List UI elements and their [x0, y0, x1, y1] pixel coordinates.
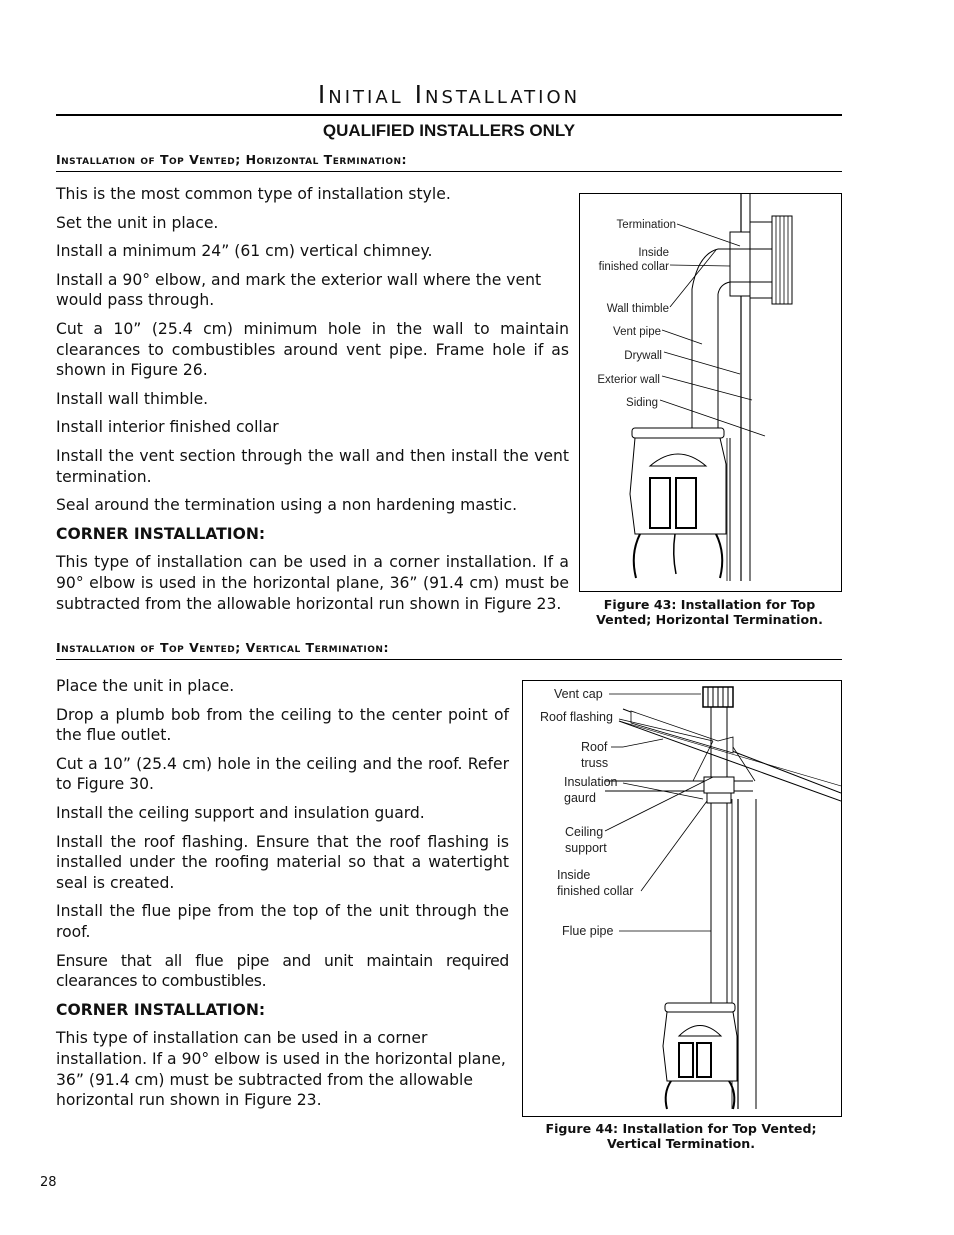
s1-paragraph: This is the most common type of installation style. [56, 185, 451, 203]
section2-divider [56, 659, 842, 660]
s2-paragraph: Install the flue pipe from the top of the unit through the roof. [56, 902, 509, 941]
fig44-label-vent-cap: Vent cap [554, 687, 603, 701]
s1-paragraph: Set the unit in place. [56, 213, 219, 232]
s2-paragraph: Ensure that all flue pipe and unit maintain required clearances to combustibles. [56, 951, 509, 991]
s1-paragraph: Install wall thimble. [56, 389, 209, 408]
s1-corner-text: This type of installation can be used in a corner installation. If a 90° elbow is used in the horizontal plane, 36” (91.4 cm) must be subtracted from the allowable horizontal run shown in Figure 23. [56, 553, 569, 613]
fig43-label-vent-pipe: Vent pipe [613, 326, 661, 338]
fig44-label-truss: truss [581, 756, 609, 770]
s1-paragraph: Install a minimum 24” (61 cm) vertical chimney. [56, 242, 433, 261]
fig44-label-gaurd: gaurd [564, 791, 596, 805]
s1-paragraph: Install interior finished collar [56, 418, 279, 437]
s2-paragraph: Install the ceiling support and insulation guard. [56, 803, 425, 822]
title-divider [56, 114, 842, 116]
figure-44-drawing [523, 681, 841, 1116]
s1-paragraph: Cut a 10” (25.4 cm) minimum hole in the wall to maintain clearances to combustibles around vent pipe. Frame hole if as shown in Figure 26. [56, 319, 569, 380]
figure-44 [522, 680, 842, 1117]
fig44-label-flue-pipe: Flue pipe [562, 924, 614, 938]
figure-43-caption [579, 597, 840, 627]
s1-paragraph: Install a 90° elbow, and mark the exterior wall where the vent would pass through. [56, 270, 542, 310]
section1-divider [56, 171, 842, 172]
figure-44-caption-line2: Vertical Termination. [606, 1136, 756, 1151]
fig44-label-support: support [565, 841, 607, 855]
figure-44-caption [522, 1121, 840, 1151]
page-subtitle: QUALIFIED INSTALLERS ONLY [322, 121, 576, 140]
fig44-label-roof-flashing: Roof flashing [540, 710, 613, 724]
section1-body [56, 184, 569, 622]
figure-43-caption-line1: Figure 43: Installation for Top [603, 597, 816, 612]
s2-paragraph: Place the unit in place. [56, 677, 235, 695]
fig44-label-insulation: Insulation [564, 775, 618, 789]
page-number: 28 [40, 1175, 57, 1190]
s1-paragraph: Install the vent section through the wall and then install the vent termination. [56, 446, 569, 486]
fig44-label-ceiling: Ceiling [565, 825, 604, 839]
section1-heading: Installation of Top Vented; Horizontal Termination: [56, 152, 408, 167]
s2-corner-text: This type of installation can be used in a corner installation. If a 90° elbow is used in the horizontal plane, 36” (91.4 cm) must be subtracted from the allowable horizontal run shown in Figure 23. [56, 1029, 506, 1110]
section2-body [56, 676, 509, 1119]
fig43-label-wall-thimble: Wall thimble [606, 303, 669, 315]
fig43-label-exterior-wall: Exterior wall [597, 374, 660, 386]
fig43-label-drywall: Drywall [624, 350, 662, 362]
s1-paragraph: Seal around the termination using a non hardening mastic. [56, 496, 518, 515]
fig43-label-finished-collar: finished collar [598, 261, 669, 273]
s1-corner-heading: CORNER INSTALLATION: [56, 524, 266, 543]
figure-43 [579, 193, 842, 592]
fig44-label-finished-collar: finished collar [557, 884, 634, 898]
fig43-label-termination: Termination [616, 219, 676, 231]
figure-44-caption-line1: Figure 44: Installation for Top Vented; [545, 1121, 817, 1136]
figure-43-drawing [580, 194, 841, 591]
figure-43-caption-line2: Vented; Horizontal Termination. [596, 612, 823, 627]
s2-paragraph: Cut a 10” (25.4 cm) hole in the ceiling and the roof. Refer to Figure 30. [56, 754, 509, 794]
section2-heading: Installation of Top Vented; Vertical Termination: [56, 640, 389, 655]
fig44-label-inside: Inside [557, 868, 591, 882]
fig43-label-siding: Siding [626, 397, 658, 409]
s2-corner-heading: CORNER INSTALLATION: [56, 1000, 266, 1019]
fig44-label-roof: Roof [581, 740, 608, 754]
page-title: Initial Installation [317, 80, 581, 109]
s2-paragraph: Drop a plumb bob from the ceiling to the center point of the flue outlet. [56, 705, 509, 745]
s2-paragraph: Install the roof flashing. Ensure that the roof flashing is installed under the roofing material so that a watertight seal is created. [56, 832, 509, 892]
fig43-label-inside: Inside [638, 247, 669, 259]
